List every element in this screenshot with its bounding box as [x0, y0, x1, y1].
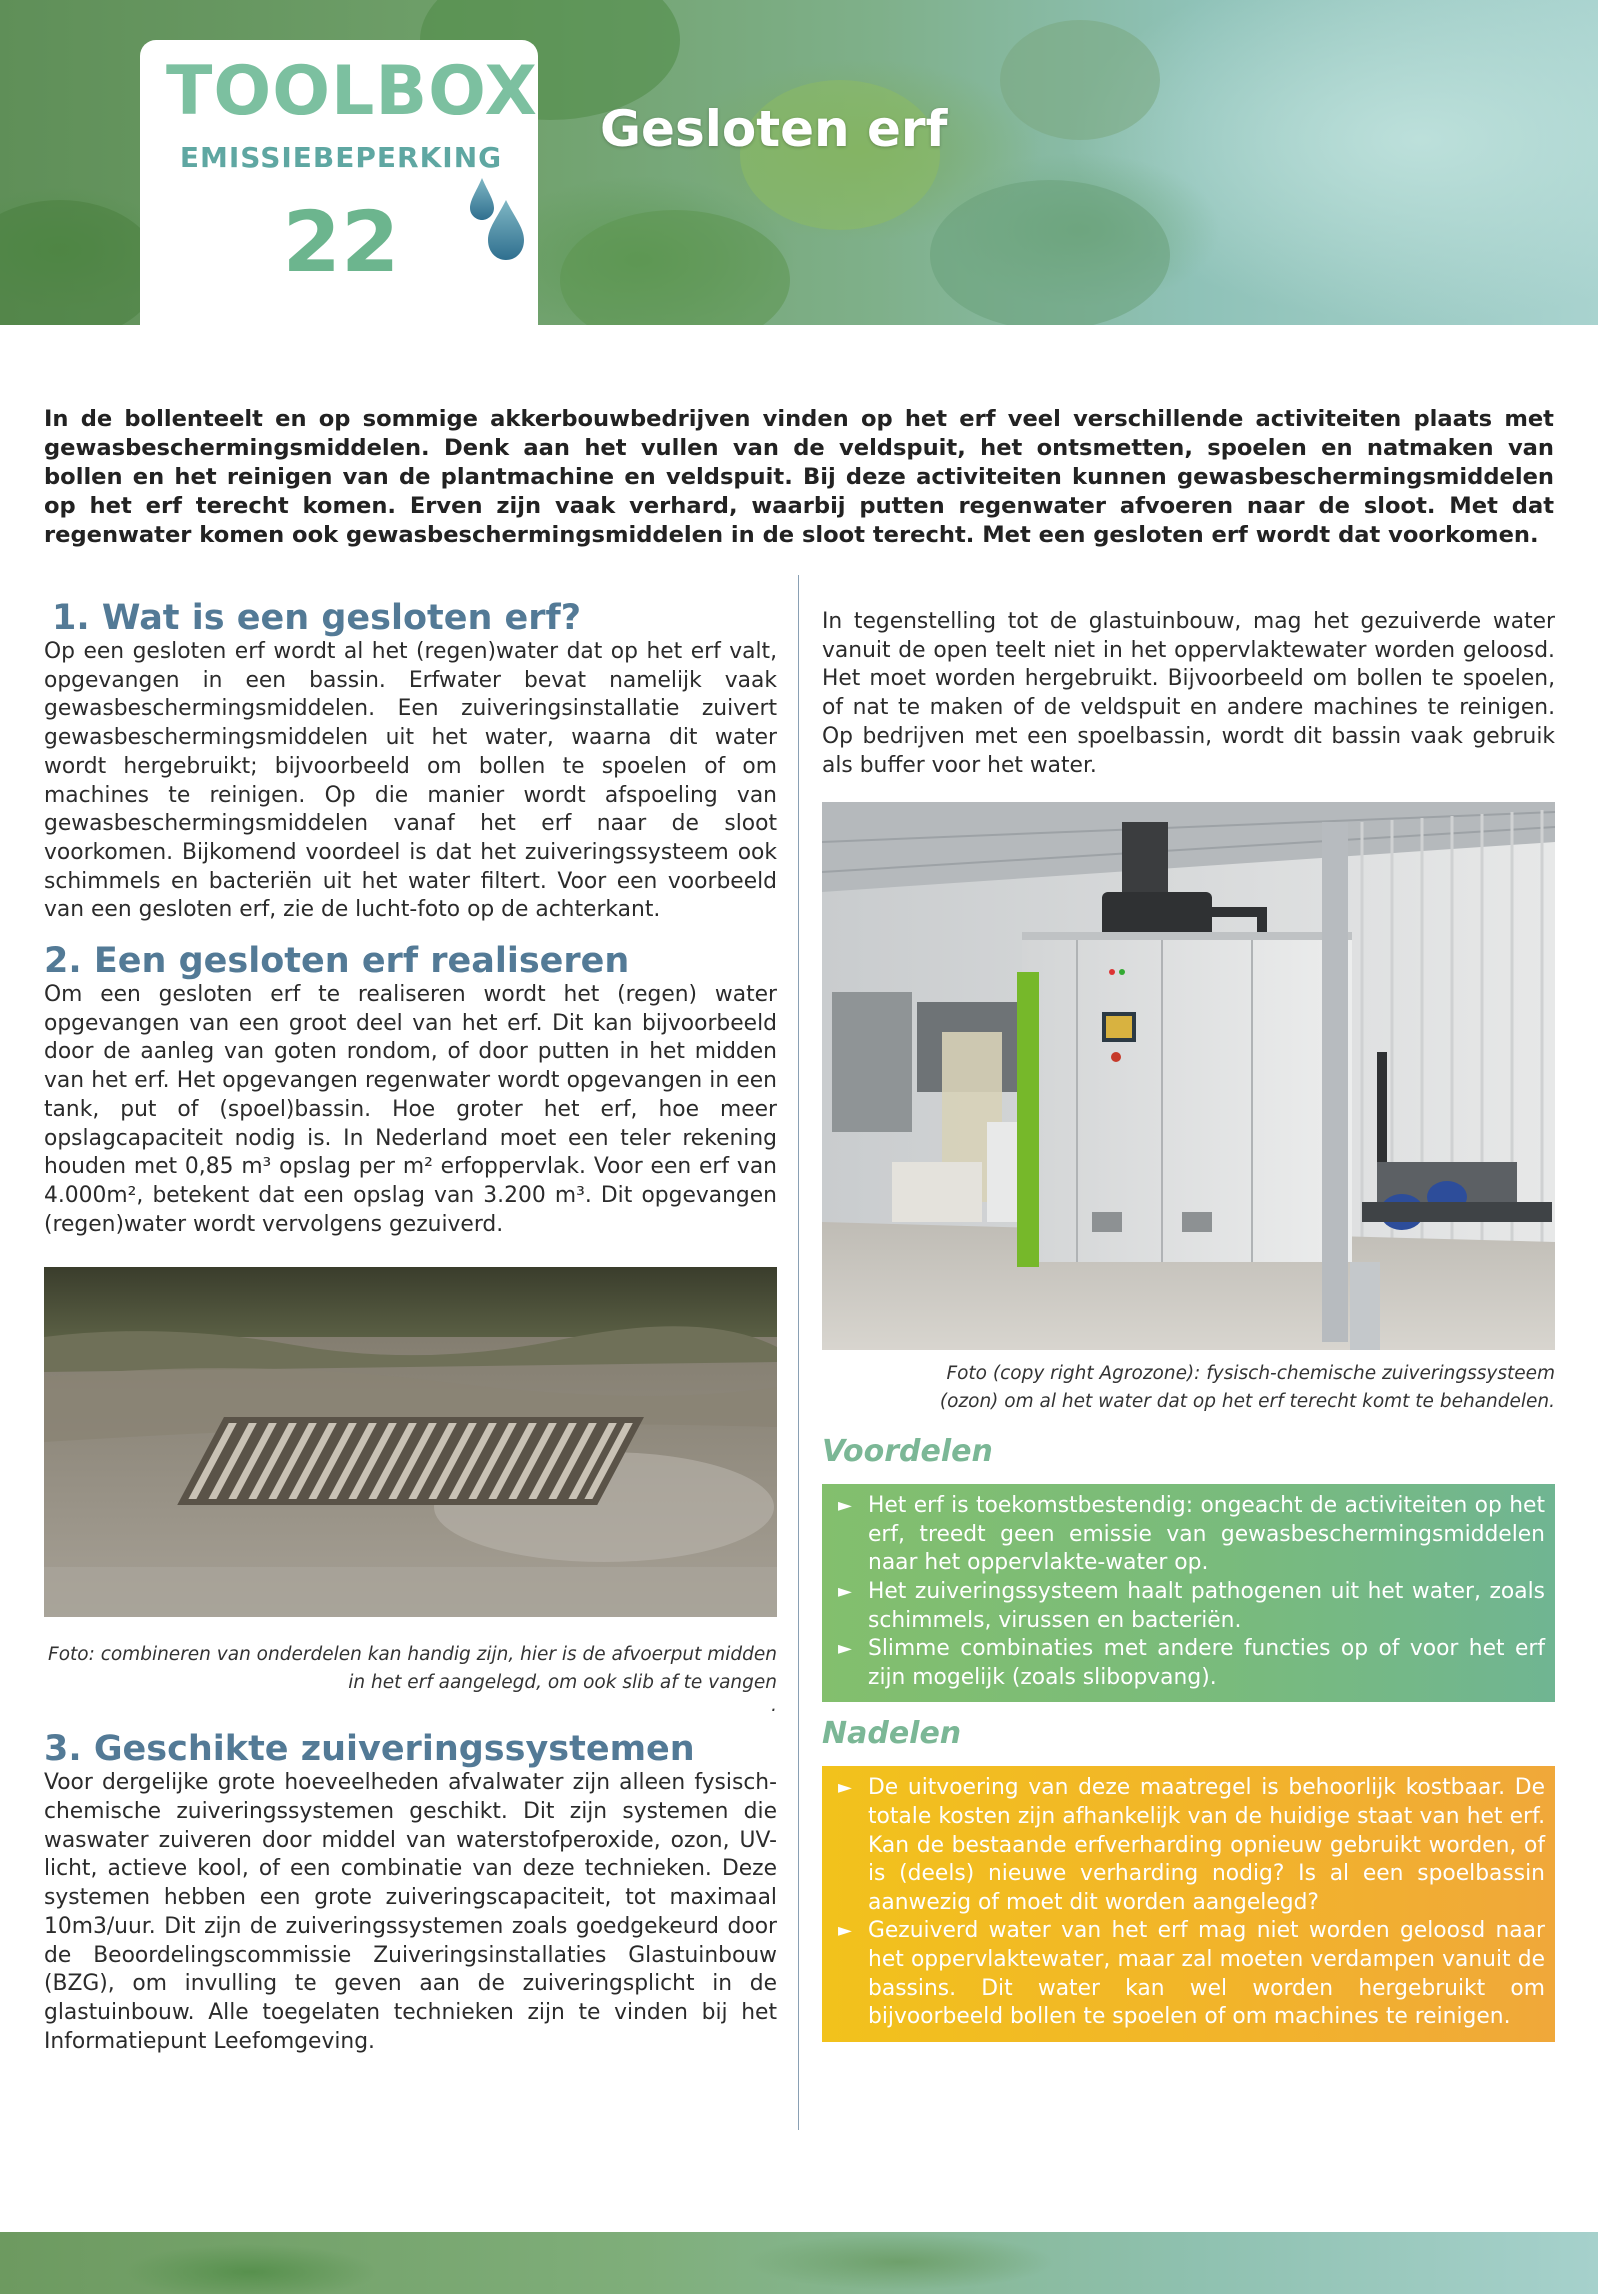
intro-paragraph: In de bollenteelt en op sommige akkerbouwbedrijven vinden op het erf veel verschillende activiteiten plaats met gewasbeschermingsmiddelen. Denk aan het vullen van de veldspuit, het ontsmetten, spoelen en natmaken van bollen en het reinigen van de plantmachine en veldspuit. Bij deze activiteiten kunnen gewasbeschermingsmiddelen op het erf terecht komen. Erven zijn vaak verhard, waarbij putten regenwater afvoeren naar de sloot. Met dat regenwater komen ook gewasbeschermingsmiddelen in de sloot terecht. Met een gesloten erf wordt dat voorkomen.: [44, 406, 1554, 548]
section-2-heading: 2. Een gesloten erf realiseren: [44, 941, 630, 982]
list-item: [834, 1774, 1545, 1917]
section-3-text: Voor dergelijke grote hoeveelheden afvalwater zijn alleen fysisch-chemische zuiveringssystemen geschikt. Dit zijn systemen die waswater zuiveren door middel van waterstofperoxide, ozon, UV-licht, actieve kool, of een combinatie van deze technieken. Deze systemen hebben een grote zuiveringscapaciteit, tot maximaal 10m3/uur. Dit zijn de zuiveringssystemen zoals goedgekeurd door de Beoordelingscommissie Zuiveringsinstallaties Glastuinbouw (BZG), om invulling te geven aan de zuiveringsplicht in de glastuinbouw. Alle toegelaten technieken zijn te vinden bij het Informatiepunt Leefomgeving.: [44, 1770, 777, 2054]
section-3-heading: 3. Geschikte zuiveringssystemen: [44, 1729, 695, 1770]
footer-banner: [0, 2232, 1598, 2294]
drain-photo: [44, 1267, 777, 1617]
list-item: [834, 1578, 1545, 1635]
nadelen-item-2: Gezuiverd water van het erf mag niet worden geloosd naar het oppervlaktewater, maar zal moeten verdampen vanuit de bassins. Dit water kan wel worden hergebruikt om bijvoorbeeld bollen te spoelen of om machines te reinigen.: [868, 1918, 1545, 2030]
voordelen-box: [822, 1484, 1555, 1702]
voordelen-item-1: Het erf is toekomstbestendig: ongeacht de activiteiten op het erf, treedt geen emissie van gewasbeschermingsmiddelen naar het oppervlakte-water op.: [868, 1493, 1545, 1576]
logo-title: TOOLBOX: [166, 52, 538, 131]
toolbox-number: 22: [282, 193, 400, 291]
nadelen-item-1: De uitvoering van deze maatregel is behoorlijk kostbaar. De totale kosten zijn afhankelijk van de huidige staat van het erf. Kan de bestaande erfverharding opnieuw gebruikt worden, of is (deels) nieuwe verharding nodig? Is al een spoelbassin aanwezig of moet dit worden aangelegd?: [868, 1775, 1545, 1915]
drain-photo-image: [44, 1267, 777, 1617]
bullet-arrow-icon: ►: [838, 1777, 852, 1799]
voordelen-list: [834, 1492, 1545, 1692]
voordelen-heading: Voordelen: [822, 1434, 993, 1470]
bullet-arrow-icon: ►: [838, 1495, 852, 1517]
right-intro-text: In tegenstelling tot de glastuinbouw, mag het gezuiverde water vanuit de open teelt niet in het oppervlaktewater worden geloosd. Het moet worden hergebruikt. Bijvoorbeeld om bollen te spoelen, of nat te maken of de veldspuit en andere machines te reinigen. Op bedrijven met een spoelbassin, wordt dit bassin vaak gebruik als buffer voor het water.: [822, 609, 1555, 778]
nadelen-list: [834, 1774, 1545, 2031]
right-column: [822, 608, 1555, 2042]
bullet-arrow-icon: ►: [838, 1581, 852, 1602]
drain-photo-caption: Foto: combineren van onderdelen kan handig zijn, hier is de afvoerput midden in het erf aangelegd, om ook slib af te vangen: [48, 1644, 777, 1694]
installation-photo-caption-line-1: Foto (copy right Agrozone): fysisch-chemische zuiveringssysteem: [946, 1363, 1555, 1385]
section-2-text: Om een gesloten erf te realiseren wordt het (regen) water opgevangen van een groot deel van het erf. Dit kan bijvoorbeeld door de aanleg van goten rondom, of door putten in het midden van het erf. Het opgevangen regenwater wordt opgevangen in een tank, put of (spoel)bassin. Hoe groter het erf, hoe meer opslagcapaciteit nodig is. In Nederland moet een teler rekening houden met 0,85 m³ opslag per m² erfoppervlak. Voor een erf van 4.000m², betekent dat een opslag van 3.200 m³. Dit opgevangen (regen)water wordt vervolgens gezuiverd.: [44, 982, 777, 1237]
voordelen-item-2: Het zuiveringssysteem haalt pathogenen uit het water, zoals schimmels, virussen en bacteriën.: [868, 1579, 1545, 1633]
installation-photo: [822, 802, 1555, 1350]
section-1-heading: 1. Wat is een gesloten erf?: [52, 598, 582, 638]
voordelen-item-3: Slimme combinaties met andere functies op of voor het erf zijn mogelijk (zoals slibopvang).: [868, 1636, 1545, 1690]
page-title: Gesloten erf: [600, 100, 948, 158]
list-item: [834, 1492, 1545, 1578]
logo-subtitle: EMISSIEBEPERKING: [179, 141, 503, 174]
bullet-arrow-icon: ►: [838, 1920, 852, 1942]
drain-photo-caption-tail: .: [771, 1695, 777, 1717]
installation-photo-image: [822, 802, 1555, 1350]
section-1-text: Op een gesloten erf wordt al het (regen)water dat op het erf valt, opgevangen in een bassin. Erfwater bevat namelijk vaak gewasbeschermingsmiddelen. Een zuiveringsinstallatie zuivert gewasbeschermingsmiddelen uit het water, waarna dit water wordt hergebruikt; bijvoorbeeld om bollen te spoelen of om machines te reinigen. Op die manier wordt afspoeling van gewasbeschermingsmiddelen vanaf het erf naar de sloot voorkomen. Bijkomend voordeel is dat het zuiveringssysteem ook schimmels en bacteriën uit het water filtert. Voor een voorbeeld van een gesloten erf, zie de lucht-foto op de achterkant.: [44, 639, 777, 923]
nadelen-box: [822, 1766, 1555, 2041]
list-item: [834, 1635, 1545, 1692]
left-column: [44, 598, 777, 2056]
water-drops-icon: [462, 170, 532, 270]
column-divider: [798, 575, 799, 2130]
list-item: [834, 1917, 1545, 2031]
bullet-arrow-icon: ►: [838, 1638, 852, 1660]
toolbox-logo-card: [140, 40, 538, 325]
installation-photo-caption-line-2: (ozon) om al het water dat op het erf terecht komt te behandelen.: [939, 1391, 1555, 1413]
header-banner: [0, 0, 1598, 325]
nadelen-heading: Nadelen: [822, 1716, 962, 1752]
